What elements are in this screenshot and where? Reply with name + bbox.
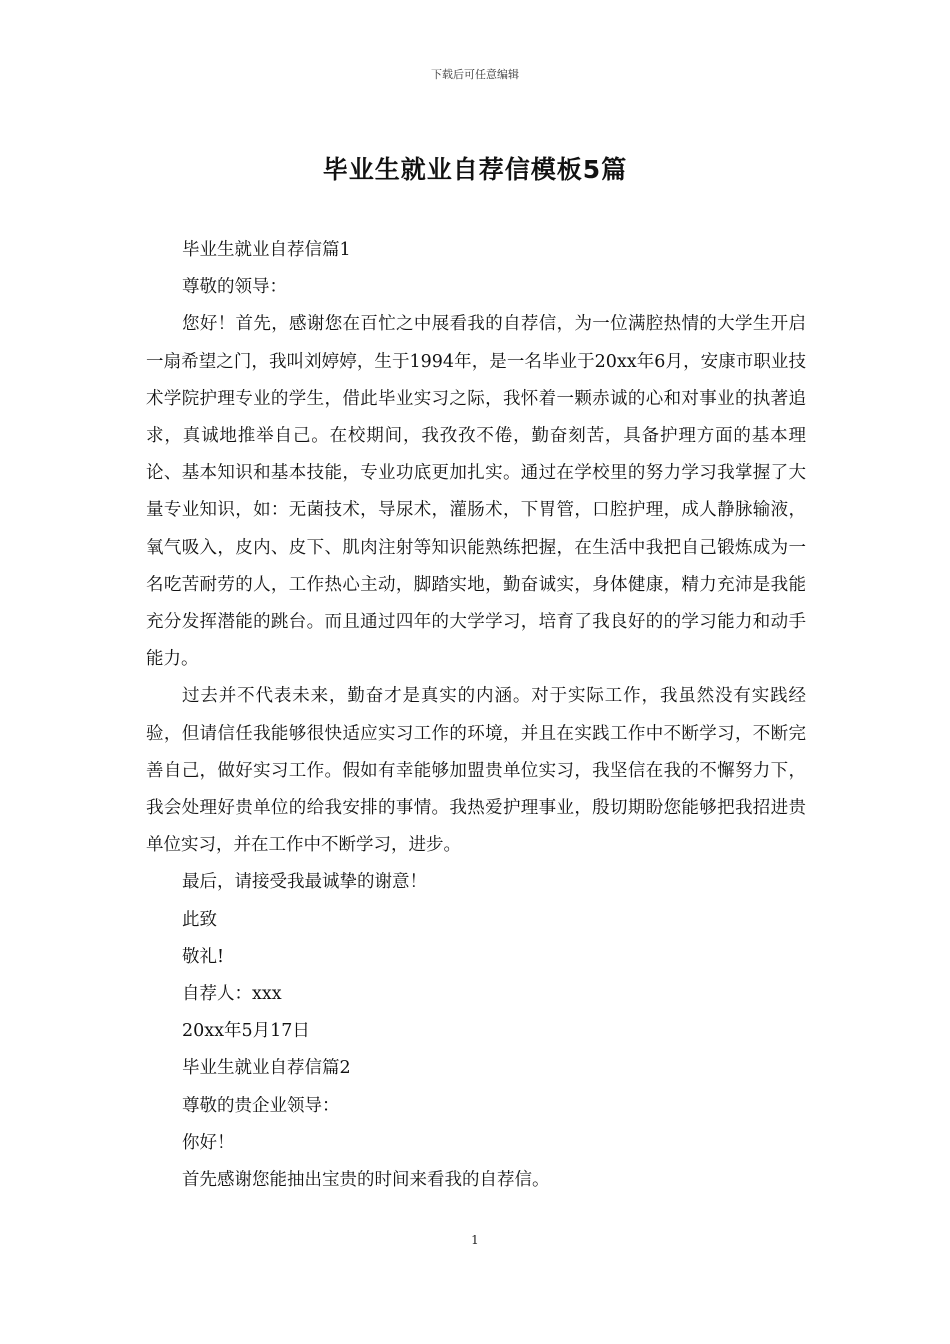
paragraph-intro: 您好！首先，感谢您在百忙之中展看我的自荐信，为一位满腔热情的大学生开启一扇希望之门，我叫刘婷婷，生于1994年，是一名毕业于20xx年6月，安康市职业技术学院护理专业的学生，借此毕业实习之际，我怀着一颗赤诚的心和对事业的执著追求，真诚地推举自己。在校期间，我孜孜不倦，勤奋刻苦，具备护理方面的基本理论、基本知识和基本技能，专业功底更加扎实。通过在学校里的努力学习我掌握了大量专业知识，如：无菌技术，导尿术，灌肠术，下胃管，口腔护理，成人静脉输液，氧气吸入，皮内、皮下、肌肉注射等知识能熟练把握，在生活中我把自己锻炼成为一名吃苦耐劳的人，工作热心主动，脚踏实地，勤奋诚实，身体健康，精力充沛是我能充分发挥潜能的跳台。而且通过四年的大学学习，培育了我良好的的学习能力和动手能力。 — [146, 314, 806, 670]
section-heading-1: 毕业生就业自荐信篇1 — [182, 240, 351, 260]
closing-cizhi: 此致 — [182, 909, 217, 930]
header-note: 下载后可任意编辑 — [431, 68, 519, 81]
document-title: 毕业生就业自荐信模板5篇 — [322, 155, 628, 184]
document-body — [146, 232, 806, 1199]
salutation: 尊敬的领导： — [182, 277, 287, 298]
signature: 自荐人：xxx — [182, 984, 282, 1005]
greeting-2: 你好！ — [182, 1132, 235, 1153]
salutation-2: 尊敬的贵企业领导： — [182, 1095, 340, 1116]
paragraph-future: 过去并不代表未来，勤奋才是真实的内涵。对于实际工作，我虽然没有实践经验，但请信任我能够很快适应实习工作的环境，并且在实践工作中不断学习，不断完善自己，做好实习工作。假如有幸能够加盟贵单位实习，我坚信在我的不懈努力下，我会处理好贵单位的给我安排的事情。我热爱护理事业，殷切期盼您能够把我招进贵单位实习，并在工作中不断学习，进步。 — [146, 686, 806, 856]
paragraph-opening-2: 首先感谢您能抽出宝贵的时间来看我的自荐信。 — [182, 1170, 550, 1191]
closing-thanks: 最后，请接受我最诚挚的谢意！ — [182, 872, 427, 893]
page-number: 1 — [471, 1233, 479, 1247]
section-heading-2: 毕业生就业自荐信篇2 — [182, 1058, 351, 1079]
closing-jingli: 敬礼! — [182, 946, 225, 967]
date: 20xx年5月17日 — [182, 1021, 310, 1042]
